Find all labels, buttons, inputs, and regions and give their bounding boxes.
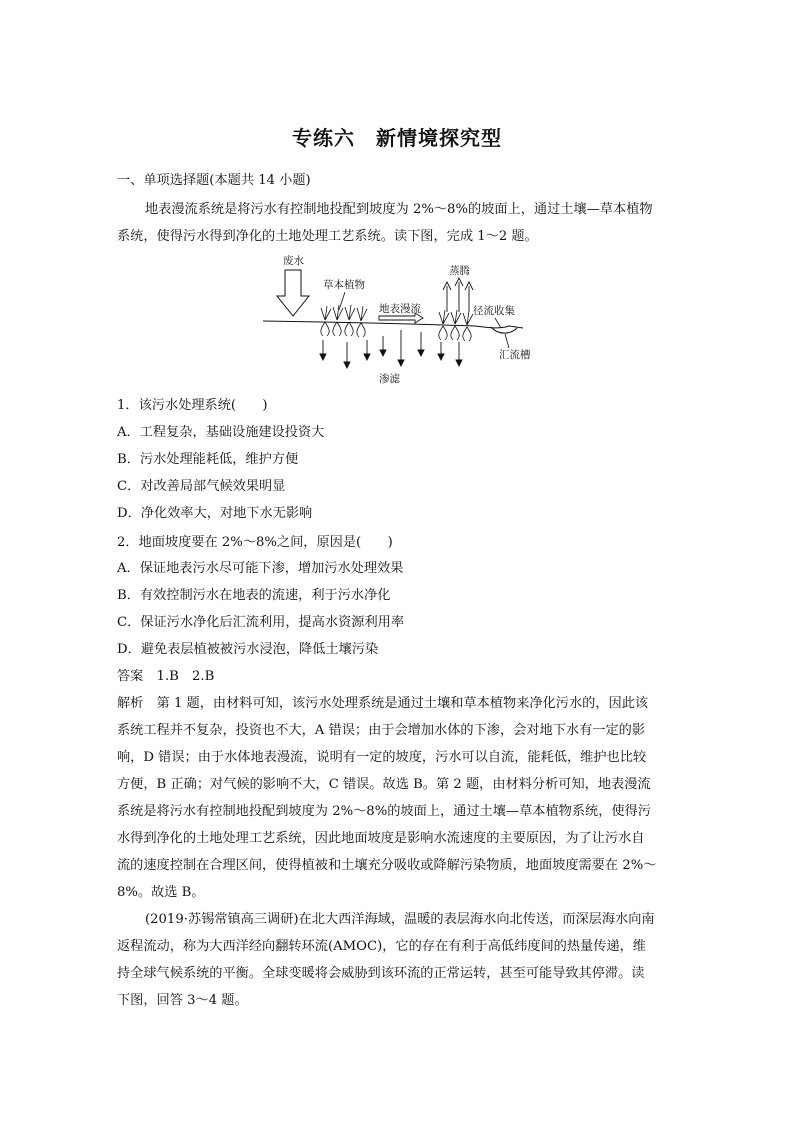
infiltration-arrows bbox=[320, 330, 462, 368]
label-collection-trough: 汇流槽 bbox=[499, 349, 531, 361]
q2-stem: 2．地面坡度要在 2%～8%之间，原因是( ) bbox=[117, 535, 393, 550]
q2-option-d: D．避免表层植被被污水浸泡，降低土壤污染 bbox=[117, 642, 379, 657]
q1-option-c: C．对改善局部气候效果明显 bbox=[117, 479, 286, 494]
label-evaporation: 蒸腾 bbox=[449, 265, 470, 277]
section-heading: 一、单项选择题(本题共 14 小题) bbox=[117, 173, 311, 188]
analysis-line-6: 水得到净化的土地处理工艺系统，因此地面坡度是影响水流速度的主要原因，为了让污水自 bbox=[117, 831, 645, 846]
q1-option-b: B．污水处理能耗低，维护方便 bbox=[117, 452, 299, 467]
analysis-line-7: 流的速度控制在合理区间，使得植被和土壤充分吸收或降解污染物质，地面坡度需要在 2%～ bbox=[117, 858, 657, 873]
passage2-line-4: 下图，回答 3～4 题。 bbox=[117, 993, 248, 1008]
grass-plants-left bbox=[321, 305, 367, 337]
passage2-line-1: (2019·苏锡常镇高三调研)在北大西洋海域，温暖的表层海水向北传送，而深层海水向南 bbox=[145, 912, 655, 927]
ground-line bbox=[263, 321, 523, 328]
passage2-line-2: 返程流动，称为大西洋经向翻转环流(AMOC)，它的存在有利于高低纬度间的热量传递，维 bbox=[117, 939, 646, 954]
q1-option-d: D．净化效率大，对地下水无影响 bbox=[117, 506, 313, 521]
intro-line-2: 系统，使得污水得到净化的土地处理工艺系统。读下图，完成 1～2 题。 bbox=[117, 229, 538, 244]
q2-option-c: C．保证污水净化后汇流利用，提高水资源利用率 bbox=[117, 615, 405, 630]
intro-line-1: 地表漫流系统是将污水有控制地投配到坡度为 2%～8%的坡面上，通过土壤—草本植物 bbox=[145, 202, 653, 217]
page-title: 专练六 新情境探究型 bbox=[292, 126, 502, 150]
label-wastewater: 废水 bbox=[283, 255, 304, 267]
label-runoff-collection: 径流收集 bbox=[473, 305, 515, 317]
analysis-line-1: 解析 第 1 题，由材料可知，该污水处理系统是通过土壤和草本植物来净化污水的，因此该 bbox=[117, 696, 649, 711]
analysis-line-4: 方便，B 正确；对气候的影响不大，C 错误。故选 B。第 2 题，由材料分析可知，地表漫流 bbox=[117, 777, 651, 792]
analysis-line-3: 响，D 错误；由于水体地表漫流，说明有一定的坡度，污水可以自流，能耗低，维护也比较 bbox=[117, 750, 647, 765]
q1-stem: 1．该污水处理系统( ) bbox=[117, 398, 268, 413]
q1-option-a: A．工程复杂，基础设施建设投资大 bbox=[117, 425, 325, 440]
label-grass: 草本植物 bbox=[323, 279, 365, 291]
analysis-line-2: 系统工程并不复杂，投资也不大，A 错误；由于会增加水体的下渗，会对地下水有一定的影 bbox=[117, 723, 646, 738]
answer-line: 答案 1.B 2.B bbox=[117, 669, 215, 684]
passage2-line-3: 持全球气候系统的平衡。全球变暖将会威胁到该环流的正常运转，甚至可能导致其停滞。读 bbox=[117, 966, 645, 981]
analysis-line-8: 8%。故选 B。 bbox=[117, 885, 205, 900]
evaporation-arrows bbox=[443, 278, 473, 312]
q2-option-b: B．有效控制污水在地表的流速，利于污水净化 bbox=[117, 588, 391, 603]
label-infiltration: 渗滤 bbox=[379, 373, 400, 385]
q2-option-a: A．保证地表污水尽可能下渗，增加污水处理效果 bbox=[117, 561, 404, 576]
wastewater-arrow bbox=[277, 270, 309, 316]
overland-flow-diagram bbox=[255, 250, 555, 390]
analysis-line-5: 系统是将污水有控制地投配到坡度为 2%～8%的坡面上，通过土壤—草本植物系统，使得污 bbox=[117, 804, 651, 819]
label-overland-flow: 地表漫流 bbox=[379, 303, 421, 315]
